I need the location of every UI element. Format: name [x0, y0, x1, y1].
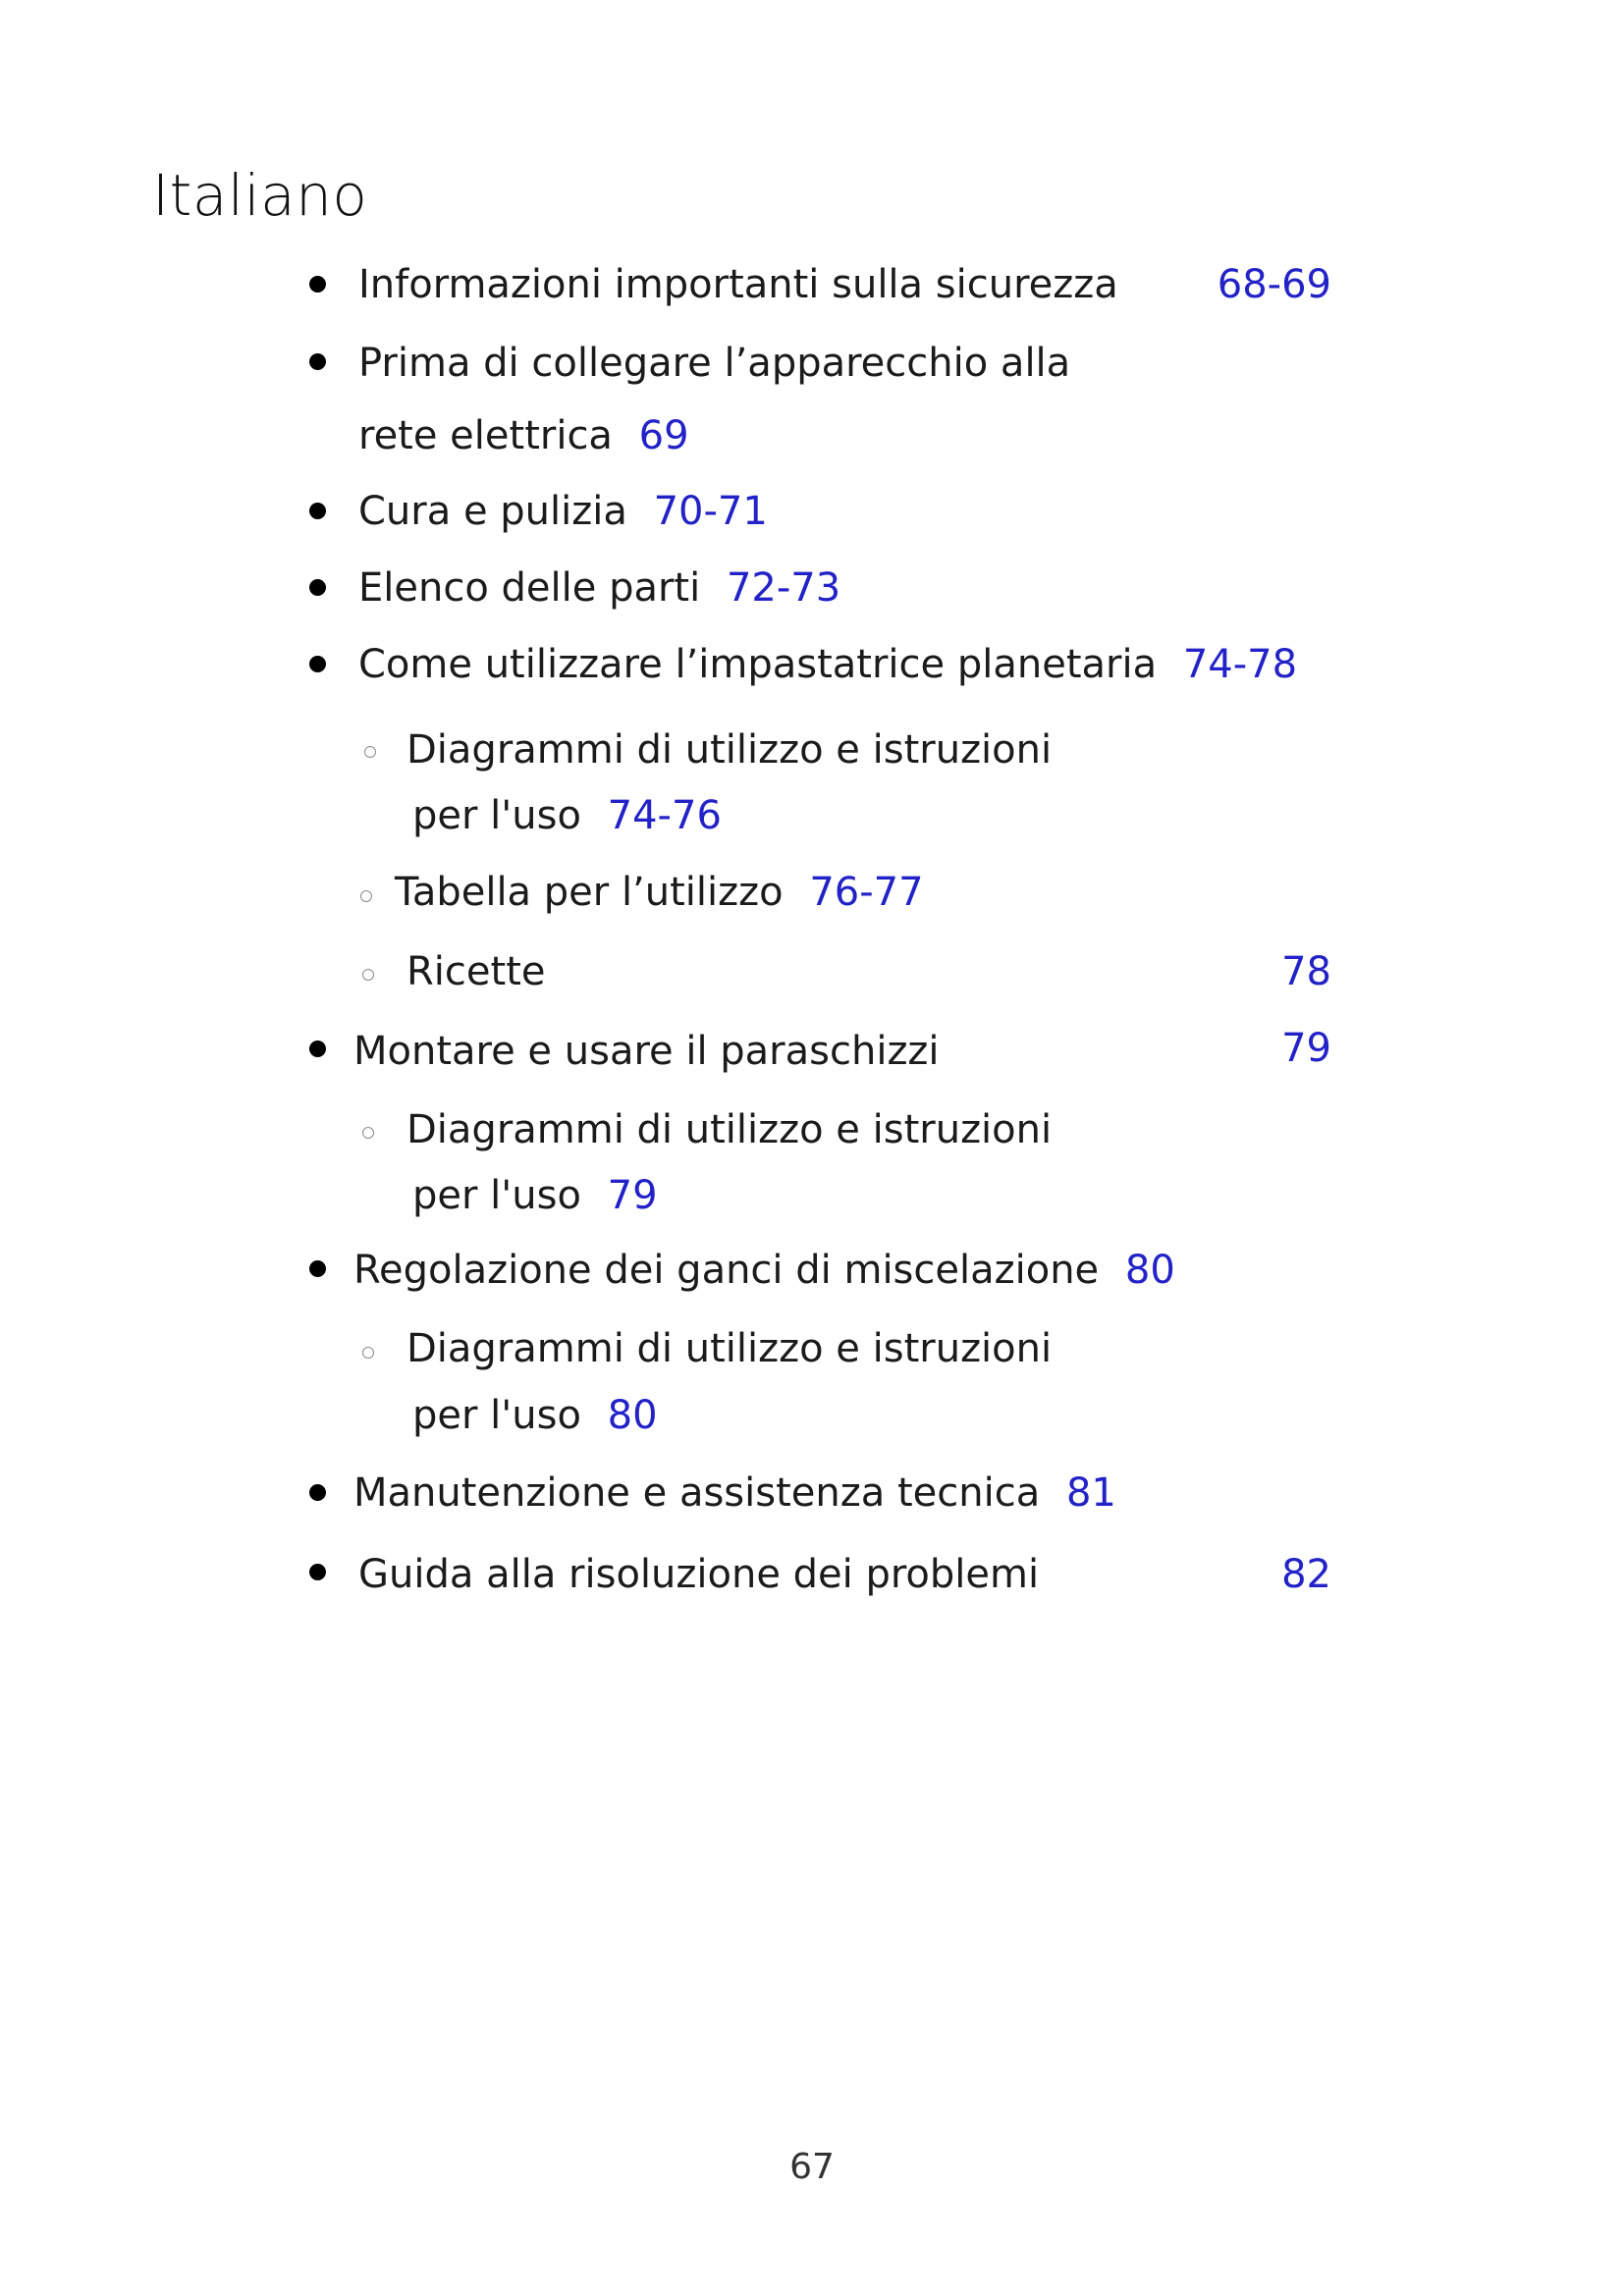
- toc-item-text: Regolazione dei ganci di miscelazione: [353, 1248, 1100, 1293]
- bullet-icon: [309, 1260, 326, 1277]
- toc-subitem-text-continued: per l'uso: [412, 1173, 581, 1218]
- bullet-icon: [309, 353, 326, 370]
- sub-bullet-icon: [364, 746, 376, 758]
- toc-item-text: Informazioni importanti sulla sicurezza: [358, 262, 1118, 307]
- toc-subitem-line: [412, 1392, 658, 1439]
- toc-subitem-page: 80: [607, 1393, 658, 1438]
- toc-item-line: [353, 1469, 1116, 1517]
- toc-item-page: 74-78: [1182, 642, 1298, 687]
- page-number: 67: [789, 2147, 835, 2187]
- toc-item-page: 68-69: [1217, 262, 1331, 307]
- toc-item-page: 79: [1281, 1026, 1331, 1071]
- sub-bullet-icon: [362, 1127, 374, 1139]
- toc-item-line: [358, 488, 768, 535]
- toc-item-text: Guida alla risoluzione dei problemi: [358, 1552, 1040, 1597]
- toc-item-text: Cura e pulizia: [358, 489, 627, 534]
- toc-item-page: 70-71: [653, 489, 768, 534]
- toc-subitem-page: 76-77: [809, 870, 924, 915]
- bullet-icon: [309, 1564, 326, 1580]
- bullet-icon: [309, 579, 326, 596]
- sub-bullet-icon: [360, 890, 372, 902]
- bullet-icon: [309, 1484, 326, 1501]
- toc-item-page: 82: [1281, 1552, 1331, 1597]
- toc-subitem-page: 74-76: [607, 793, 722, 838]
- sub-bullet-icon: [362, 969, 374, 981]
- toc-item-line: [358, 564, 840, 612]
- toc-item-text: Come utilizzare l’impastatrice planetaria: [358, 642, 1158, 687]
- toc-item-text: Manutenzione e assistenza tecnica: [353, 1470, 1041, 1516]
- toc-subitem-text-continued: per l'uso: [412, 793, 581, 838]
- toc-item-text: Montare e usare il paraschizzi: [353, 1029, 940, 1074]
- page-title: Italiano: [152, 162, 368, 229]
- toc-subitem-text: Diagrammi di utilizzo e istruzioni: [406, 1107, 1053, 1152]
- toc-item-page: 80: [1124, 1248, 1175, 1293]
- toc-subitem-line: [412, 792, 722, 839]
- sub-bullet-icon: [362, 1347, 374, 1359]
- toc-item-line: [358, 641, 1297, 688]
- toc-item-line: [353, 1247, 1175, 1294]
- toc-item-page: 72-73: [726, 565, 841, 611]
- bullet-icon: [309, 1041, 326, 1057]
- toc-subitem-text-continued: per l'uso: [412, 1393, 581, 1438]
- toc-item-page: 69: [638, 413, 689, 458]
- toc-subitem-page: 79: [607, 1173, 658, 1218]
- toc-subitem-line: [412, 1172, 658, 1219]
- toc-item-text-continued: rete elettrica: [358, 413, 613, 458]
- toc-subitem-page: 78: [1281, 949, 1331, 994]
- toc-subitem-line: [395, 869, 924, 916]
- toc-item-text: Prima di collegare l’apparecchio alla: [358, 341, 1071, 386]
- toc-item-line: [358, 412, 689, 459]
- bullet-icon: [309, 503, 326, 519]
- toc-subitem-text: Ricette: [406, 949, 546, 994]
- toc-subitem-text: Diagrammi di utilizzo e istruzioni: [406, 1326, 1053, 1371]
- toc-subitem-text: Tabella per l’utilizzo: [395, 870, 784, 915]
- toc-item-page: 81: [1065, 1470, 1116, 1516]
- bullet-icon: [309, 656, 326, 672]
- bullet-icon: [309, 276, 326, 293]
- toc-subitem-text: Diagrammi di utilizzo e istruzioni: [406, 727, 1053, 773]
- toc-item-text: Elenco delle parti: [358, 565, 701, 611]
